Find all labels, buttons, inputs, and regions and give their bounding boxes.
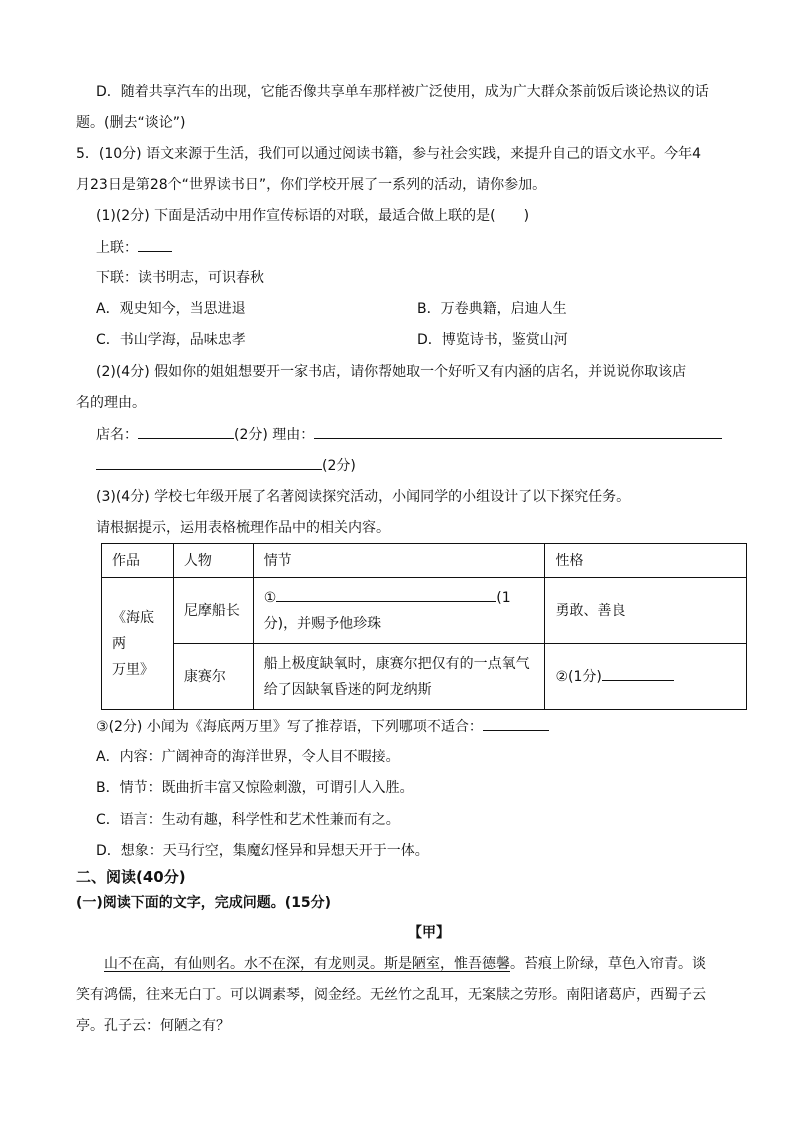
q5-part1-lower-couplet: 下联：读书明志，可识春秋 — [96, 270, 264, 286]
q4-option-d-line2: 题。(删去“谈论”) — [76, 115, 186, 131]
q5-part3-stem: (3)(4分) 学校七年级开展了名著阅读探究活动，小闻同学的小组设计了以下探究任务。 — [96, 489, 631, 505]
section2-title: 二、阅读(40分) — [76, 868, 186, 886]
table-row — [102, 644, 747, 710]
table-row — [102, 578, 747, 644]
header-plot: 情节 — [253, 544, 545, 578]
passage-line3: 亭。孔子云：何陋之有？ — [76, 1018, 230, 1034]
passage-underlined-text: 山不在高，有仙则名。水不在深，有龙则灵。斯是陋室，惟吾德馨 — [104, 956, 510, 972]
upper-couplet-label: 上联： — [96, 240, 138, 256]
reading-table — [101, 543, 747, 710]
plot-nemo-line1 — [264, 585, 535, 611]
shop-name-score: (2分) 理由： — [234, 427, 315, 443]
q5-part3-sub3-stem — [96, 716, 549, 737]
q5-part1-option-b: B．万卷典籍，启迪人生 — [417, 301, 567, 317]
header-work: 作品 — [102, 544, 174, 578]
q5-part2-stem-line2: 名的理由。 — [76, 395, 146, 411]
header-trait: 性格 — [545, 544, 747, 578]
sub3-option-c: C．语言：生动有趣，科学性和艺术性兼而有之。 — [96, 812, 400, 828]
trait-marker-2: ② — [555, 668, 569, 685]
table-header-row — [102, 544, 747, 578]
passage-line2: 笑有鸿儒，往来无白丁。可以调素琴，阅金经。无丝竹之乱耳，无案牍之劳形。南阳诸葛庐，西蜀子云 — [76, 987, 706, 1003]
shop-name-label: 店名： — [96, 427, 138, 443]
q4-option-d-line1: D．随着共享汽车的出现，它能否像共享单车那样被广泛使用，成为广大群众茶前饭后谈论热议的话 — [96, 84, 709, 100]
q5-part2-stem-line1: (2)(4分) 假如你的姐姐想要开一家书店，请你帮她取一个好听又有内涵的店名，并说说你取该店 — [96, 364, 687, 380]
plot-blank-1[interactable] — [276, 587, 496, 602]
work-title-line1: 《海底两 — [112, 609, 154, 652]
sub3-option-b: B．情节：既曲折丰富又惊险刺激，可谓引人入胜。 — [96, 780, 414, 796]
plot-conseil-line2: 给了因缺氧昏迷的阿龙纳斯 — [263, 681, 432, 698]
reason-blank-line1[interactable] — [314, 424, 722, 439]
reason-score: (2分) — [322, 458, 356, 474]
trait-blank-2[interactable] — [602, 666, 674, 681]
q5-intro-line1: 5．(10分) 语文来源于生活，我们可以通过阅读书籍，参与社会实践，来提升自己的语文水平。今年4 — [76, 146, 702, 162]
passage-line1-rest: 。苔痕上阶绿，草色入帘青。谈 — [510, 956, 706, 972]
section2-sub1: (一)阅读下面的文字，完成问题。(15分) — [76, 895, 332, 911]
sub3-text: (2分) 小闻为《海底两万里》写了推荐语，下列哪项不适合： — [108, 719, 483, 735]
sub3-answer-blank[interactable] — [483, 716, 549, 731]
trait-score-2: (1分) — [568, 668, 602, 685]
q5-part1-option-d: D．博览诗书，鉴赏山河 — [417, 332, 568, 348]
reason-blank-line2[interactable] — [96, 455, 322, 470]
passage-jia-label: 【甲】 — [408, 925, 450, 941]
person-cell-conseil: 康赛尔 — [173, 644, 253, 710]
q5-part1-stem: (1)(2分) 下面是活动中用作宣传标语的对联，最适合做上联的是( ) — [96, 208, 530, 224]
sub3-option-d: D．想象：天马行空，集魔幻怪异和异想天开于一体。 — [96, 843, 429, 859]
sub3-option-a: A．内容：广阔神奇的海洋世界，令人目不暇接。 — [96, 749, 400, 765]
trait-cell-conseil — [545, 644, 747, 710]
work-cell — [102, 578, 174, 710]
plot-cell-conseil — [253, 644, 545, 710]
sub3-marker: ③ — [96, 719, 109, 735]
trait-cell-nemo: 勇敢、善良 — [545, 578, 747, 644]
plot-conseil-line1: 船上极度缺氧时，康赛尔把仅有的一点氧气 — [263, 655, 530, 672]
person-cell-nemo: 尼摩船长 — [173, 578, 253, 644]
q5-part1-upper-couplet — [96, 237, 172, 258]
work-title-line2: 万里》 — [112, 661, 154, 678]
q5-part1-option-a: A．观史知今，当思进退 — [96, 301, 246, 317]
header-person: 人物 — [173, 544, 253, 578]
q5-part1-option-c: C．书山学海，品味忠孝 — [96, 332, 246, 348]
passage-line1 — [104, 954, 706, 974]
q5-part2-answer-line1 — [96, 424, 722, 445]
upper-couplet-blank[interactable] — [138, 237, 172, 252]
q5-part3-instruction: 请根据提示，运用表格梳理作品中的相关内容。 — [96, 520, 390, 536]
plot-score-1: (1 — [496, 589, 511, 606]
plot-cell-nemo — [253, 578, 545, 644]
q5-part2-answer-line2 — [96, 455, 356, 476]
plot-marker-1: ① — [263, 589, 277, 606]
q5-intro-line2: 月23日是第28个“世界读书日”，你们学校开展了一系列的活动，请你参加。 — [76, 177, 547, 193]
shop-name-blank[interactable] — [138, 424, 234, 439]
plot-nemo-line2: 分)，并赐予他珍珠 — [263, 615, 382, 632]
